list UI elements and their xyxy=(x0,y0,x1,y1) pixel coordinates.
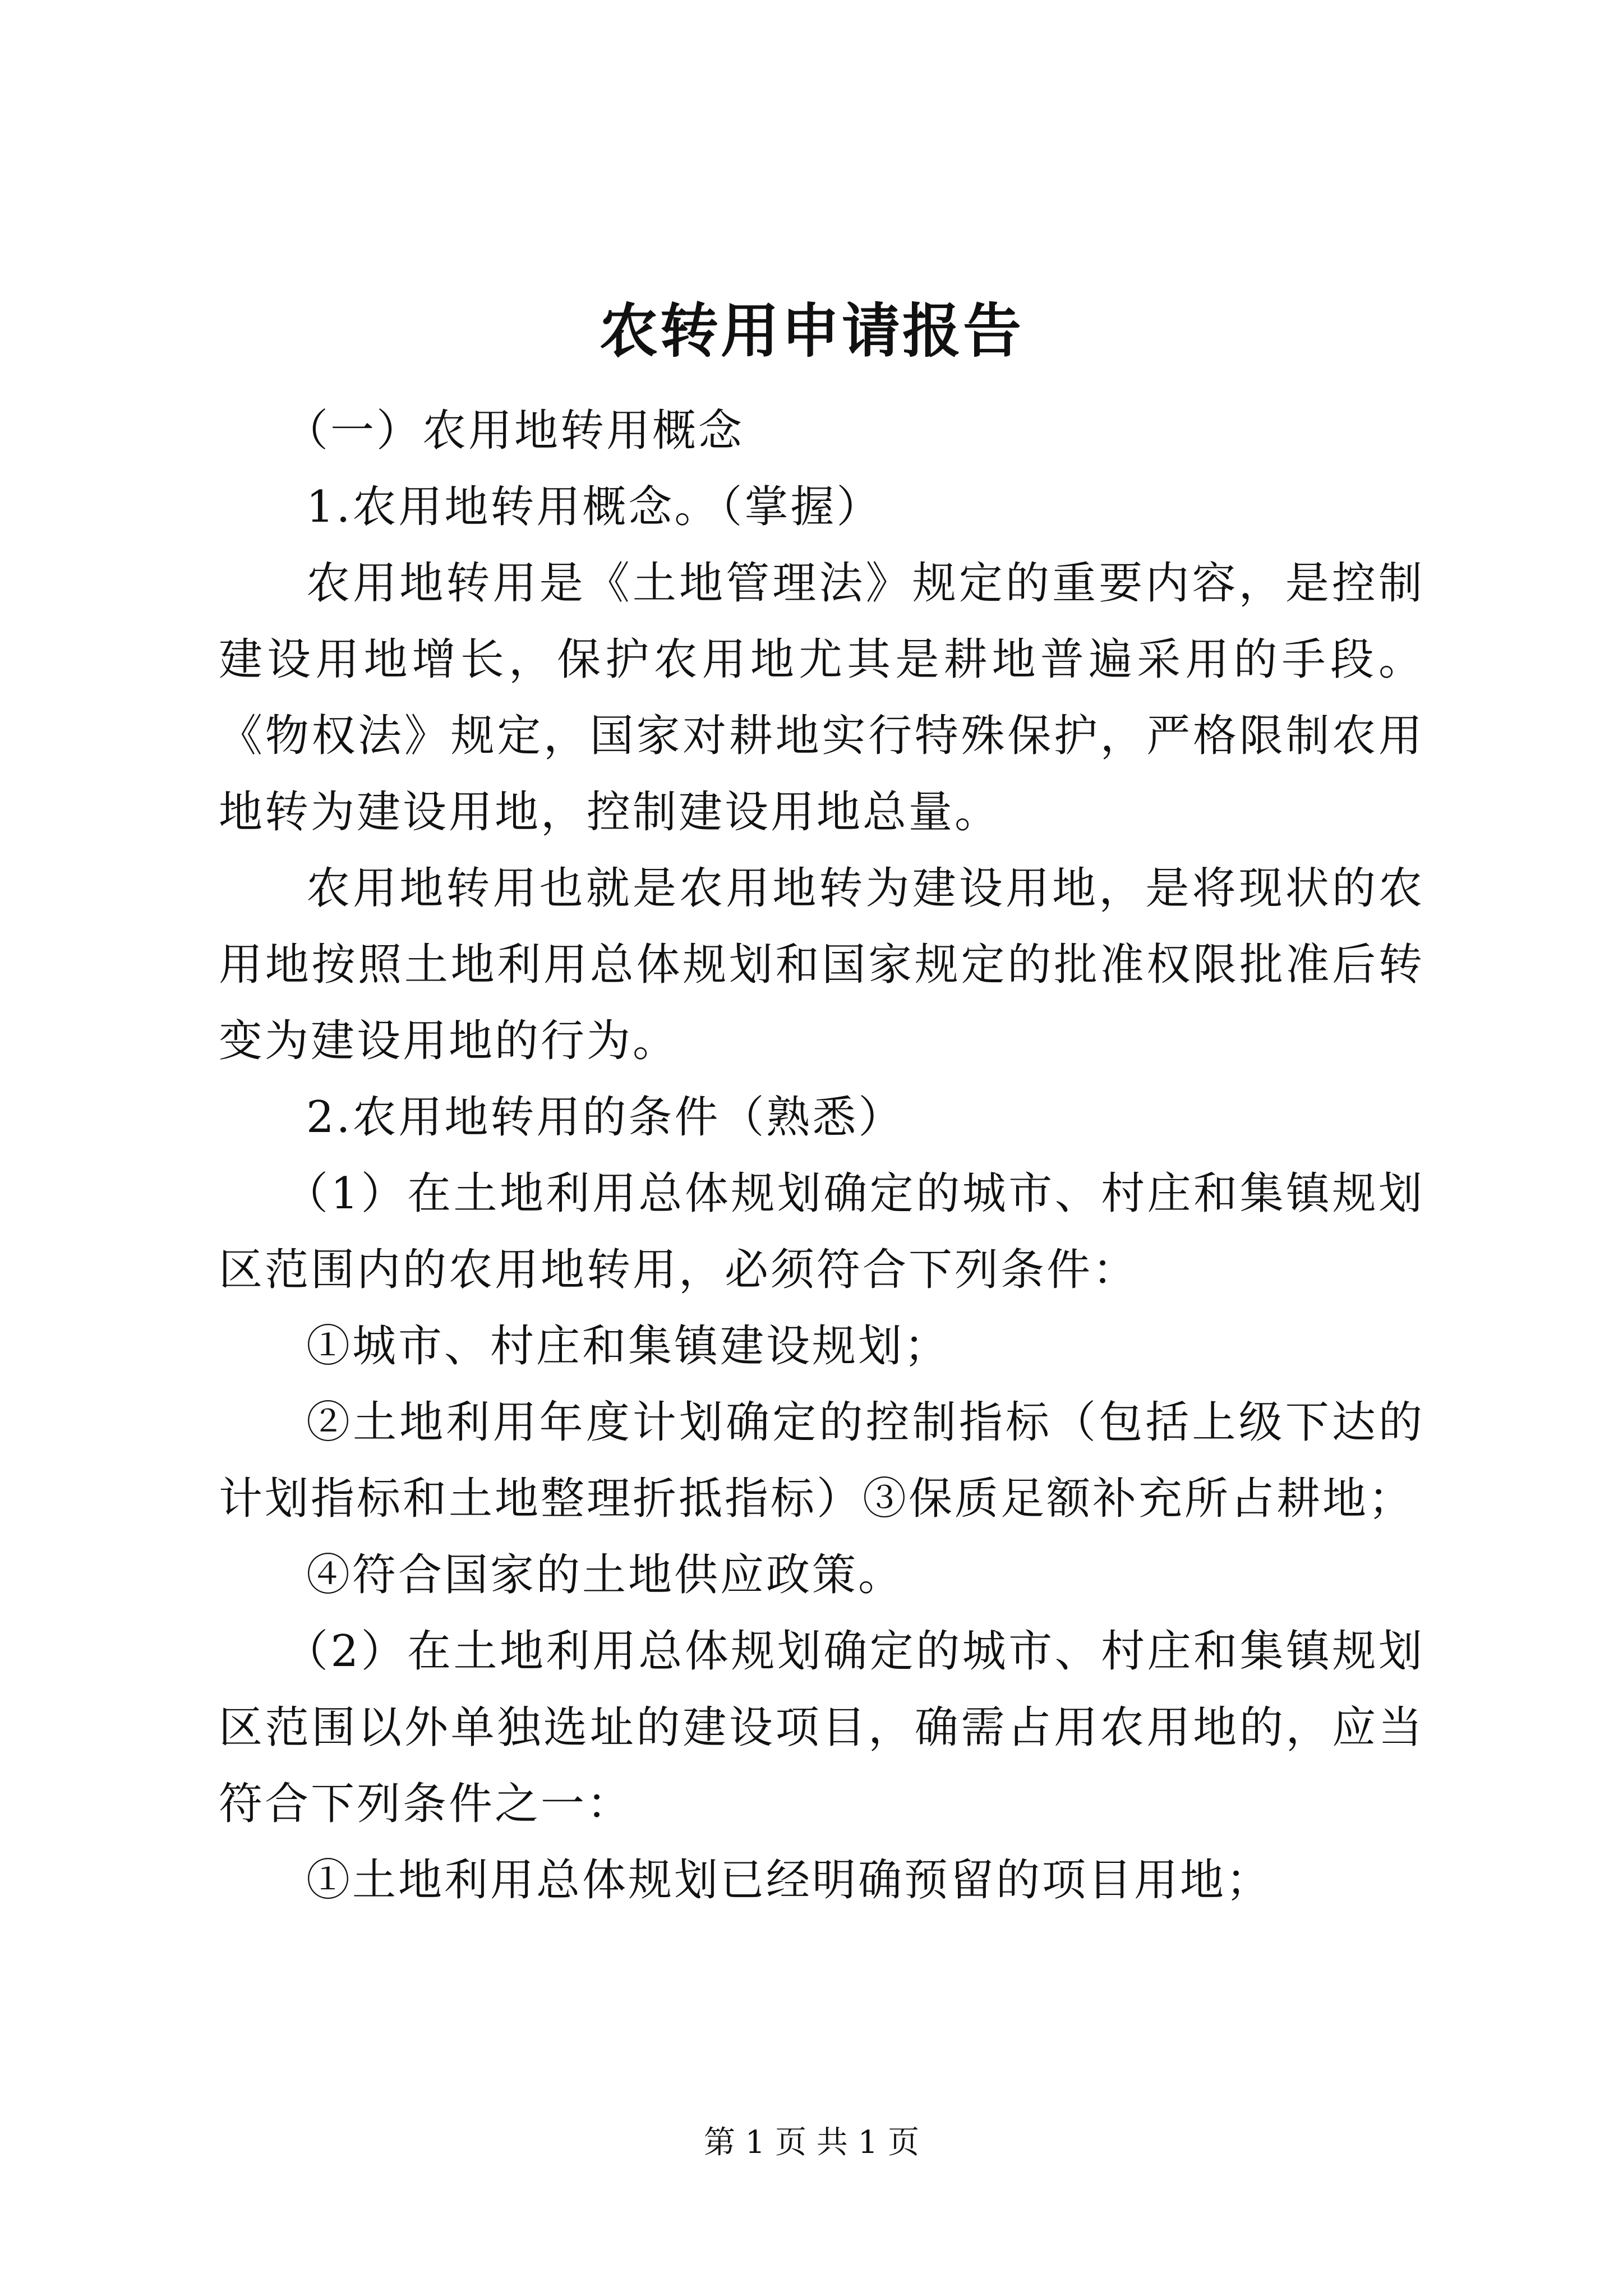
list-item: ①土地利用总体规划已经明确预留的项目用地； xyxy=(306,1855,1272,1906)
list-item: ①城市、村庄和集镇建设规划； xyxy=(306,1321,951,1372)
body-paragraph: 农用地转用也就是农用地转为建设用地，是将现状的农用地按照土地利用总体规划和国家规定的批准权限批准后转变为建设用地的行为。 xyxy=(219,863,1424,1066)
section-heading: （一）农用地转用概念 xyxy=(284,406,745,456)
body-paragraph: （2）在土地利用总体规划确定的城市、村庄和集镇规划区范围以外单独选址的建设项目，确需占用农用地的，应当符合下列条件之一： xyxy=(219,1626,1424,1829)
document-title: 农转用申请报告 xyxy=(599,296,1023,365)
subsection-heading: 2.农用地转用的条件（熟悉） xyxy=(306,1092,905,1143)
body-paragraph: 农用地转用是《土地管理法》规定的重要内容，是控制建设用地增长，保护农用地尤其是耕地普遍采用的手段。《物权法》规定，国家对耕地实行特殊保护，严格限制农用地转为建设用地，控制建设用地总量。 xyxy=(219,558,1424,838)
subsection-heading: 1.农用地转用概念。（掌握） xyxy=(306,482,883,532)
page-footer: 第 1 页 共 1 页 xyxy=(703,2124,920,2161)
list-item: ②土地利用年度计划确定的控制指标（包括上级下达的计划指标和土地整理折抵指标）③保质足额补充所占耕地； xyxy=(219,1397,1424,1524)
document-body xyxy=(219,393,1424,1918)
body-paragraph: （1）在土地利用总体规划确定的城市、村庄和集镇规划区范围内的农用地转用，必须符合下列条件： xyxy=(219,1168,1424,1295)
list-item: ④符合国家的土地供应政策。 xyxy=(306,1550,905,1600)
